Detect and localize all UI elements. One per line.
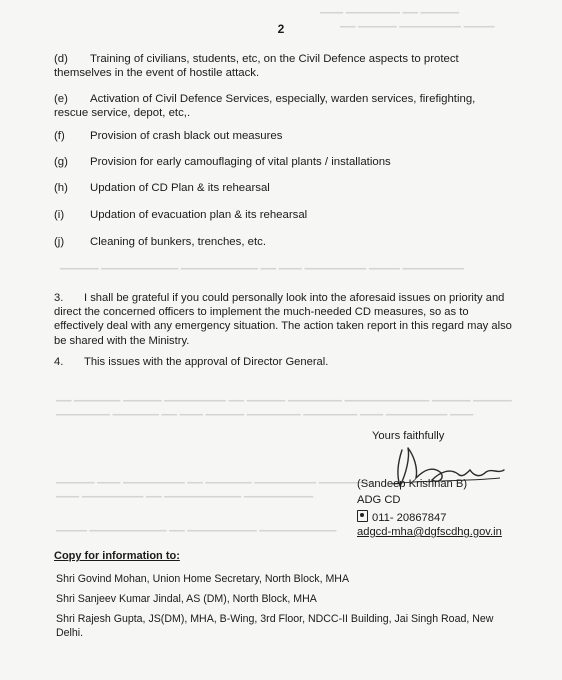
bleed-through: ▁▁▁▁▁ ▁▁▁ ▁▁▁▁▁▁▁▁ ▁▁ ▁▁▁▁▁▁ ▁▁▁▁▁▁▁▁ ▁▁▁▁▁▁▁ [56, 473, 373, 484]
item-label: (h) [54, 182, 68, 194]
list-item [54, 92, 512, 120]
bleed-through: ▁▁ ▁▁▁▁▁▁ ▁▁▁▁▁ ▁▁▁▁▁▁▁▁ ▁▁ ▁▁▁▁▁ ▁▁▁▁▁▁▁ ▁▁▁▁▁▁▁▁▁▁▁ ▁▁▁▁▁ ▁▁▁▁▁ [56, 391, 512, 402]
paragraph-number: 3. [54, 292, 64, 304]
item-text: Updation of evacuation plan & its rehearsal [90, 209, 308, 221]
bleed-through: ▁▁▁▁▁ ▁▁▁▁▁▁▁▁▁▁ ▁▁▁▁▁▁▁▁▁▁ ▁▁ ▁▁▁ ▁▁▁▁▁▁▁▁ ▁▁▁▁ ▁▁▁▁▁▁▁▁ [60, 259, 464, 270]
signatory-phone [357, 510, 446, 524]
item-text: Training of civilians, students, etc, on the Civil Defence aspects to protect themselves in the event of hostile attack. [54, 53, 459, 79]
bleed-through: ▁▁▁ ▁▁▁▁▁▁▁ ▁▁ ▁▁▁▁▁ [320, 3, 460, 14]
recipient-line: Shri Govind Mohan, Union Home Secretary, North Block, MHA [56, 573, 350, 585]
item-label: (d) [54, 53, 68, 65]
bleed-through: ▁▁ ▁▁▁▁▁ ▁▁▁▁▁▁▁▁ ▁▁▁▁ [340, 17, 495, 28]
item-label: (i) [54, 209, 65, 221]
item-label: (j) [54, 236, 65, 248]
copy-heading: Copy for information to: [54, 550, 180, 562]
bleed-through: ▁▁▁ ▁▁▁▁▁▁▁▁ ▁▁ ▁▁▁▁▁▁▁▁▁▁ ▁▁▁▁▁▁▁▁▁ [56, 487, 314, 498]
paragraph-number: 4. [54, 356, 64, 368]
phone-number: 011- 20867847 [372, 512, 447, 524]
paragraph-3 [54, 291, 514, 348]
item-label: (f) [54, 130, 65, 142]
item-text: Cleaning of bunkers, trenches, etc. [90, 236, 267, 248]
list-item [54, 235, 512, 249]
paragraph-4 [54, 355, 514, 369]
signatory-name: (Sandeep Krishnan B) [357, 478, 468, 490]
paragraph-text: This issues with the approval of Director General. [84, 356, 329, 368]
bleed-through: ▁▁▁▁ ▁▁▁▁▁▁▁▁▁▁ ▁▁ ▁▁▁▁▁▁▁▁▁ ▁▁▁▁▁▁▁▁▁▁ [56, 521, 337, 532]
page-number: 2 [277, 22, 285, 36]
list-item [54, 208, 512, 222]
signatory-designation: ADG CD [357, 494, 401, 506]
paragraph-text: I shall be grateful if you could personally look into the aforesaid issues on priority and direct the concerned officers to implement the much-needed CD measures, so as to effectively deal with any emergency situation. The action taken report in this regard may also be shared with the Ministry. [54, 292, 512, 347]
closing-salutation: Yours faithfully [372, 430, 445, 442]
item-text: Provision of crash black out measures [90, 130, 283, 142]
item-label: (g) [54, 156, 68, 168]
list-item [54, 129, 512, 143]
item-text: Updation of CD Plan & its rehearsal [90, 182, 270, 194]
phone-icon [357, 510, 368, 522]
bleed-through: ▁▁▁▁▁▁▁ ▁▁▁▁▁▁ ▁▁ ▁▁▁ ▁▁▁▁▁ ▁▁▁▁▁▁▁ ▁▁▁▁▁▁▁ ▁▁▁ ▁▁▁▁▁▁▁▁ ▁▁▁ [56, 405, 474, 416]
item-label: (e) [54, 93, 68, 105]
signatory-email[interactable]: adgcd-mha@dgfscdhg.gov.in [357, 526, 502, 538]
item-text: Activation of Civil Defence Services, especially, warden services, firefighting, rescue service, depot, etc,. [54, 93, 476, 119]
list-item [54, 181, 512, 195]
list-item [54, 52, 512, 80]
recipient-line: Shri Sanjeev Kumar Jindal, AS (DM), North Block, MHA [56, 593, 317, 605]
recipient-line: Shri Rajesh Gupta, JS(DM), MHA, B-Wing, 3rd Floor, NDCC-II Building, Jai Singh Road, New Delhi. [56, 613, 494, 639]
list-item [54, 155, 512, 169]
item-text: Provision for early camouflaging of vital plants / installations [90, 156, 391, 168]
